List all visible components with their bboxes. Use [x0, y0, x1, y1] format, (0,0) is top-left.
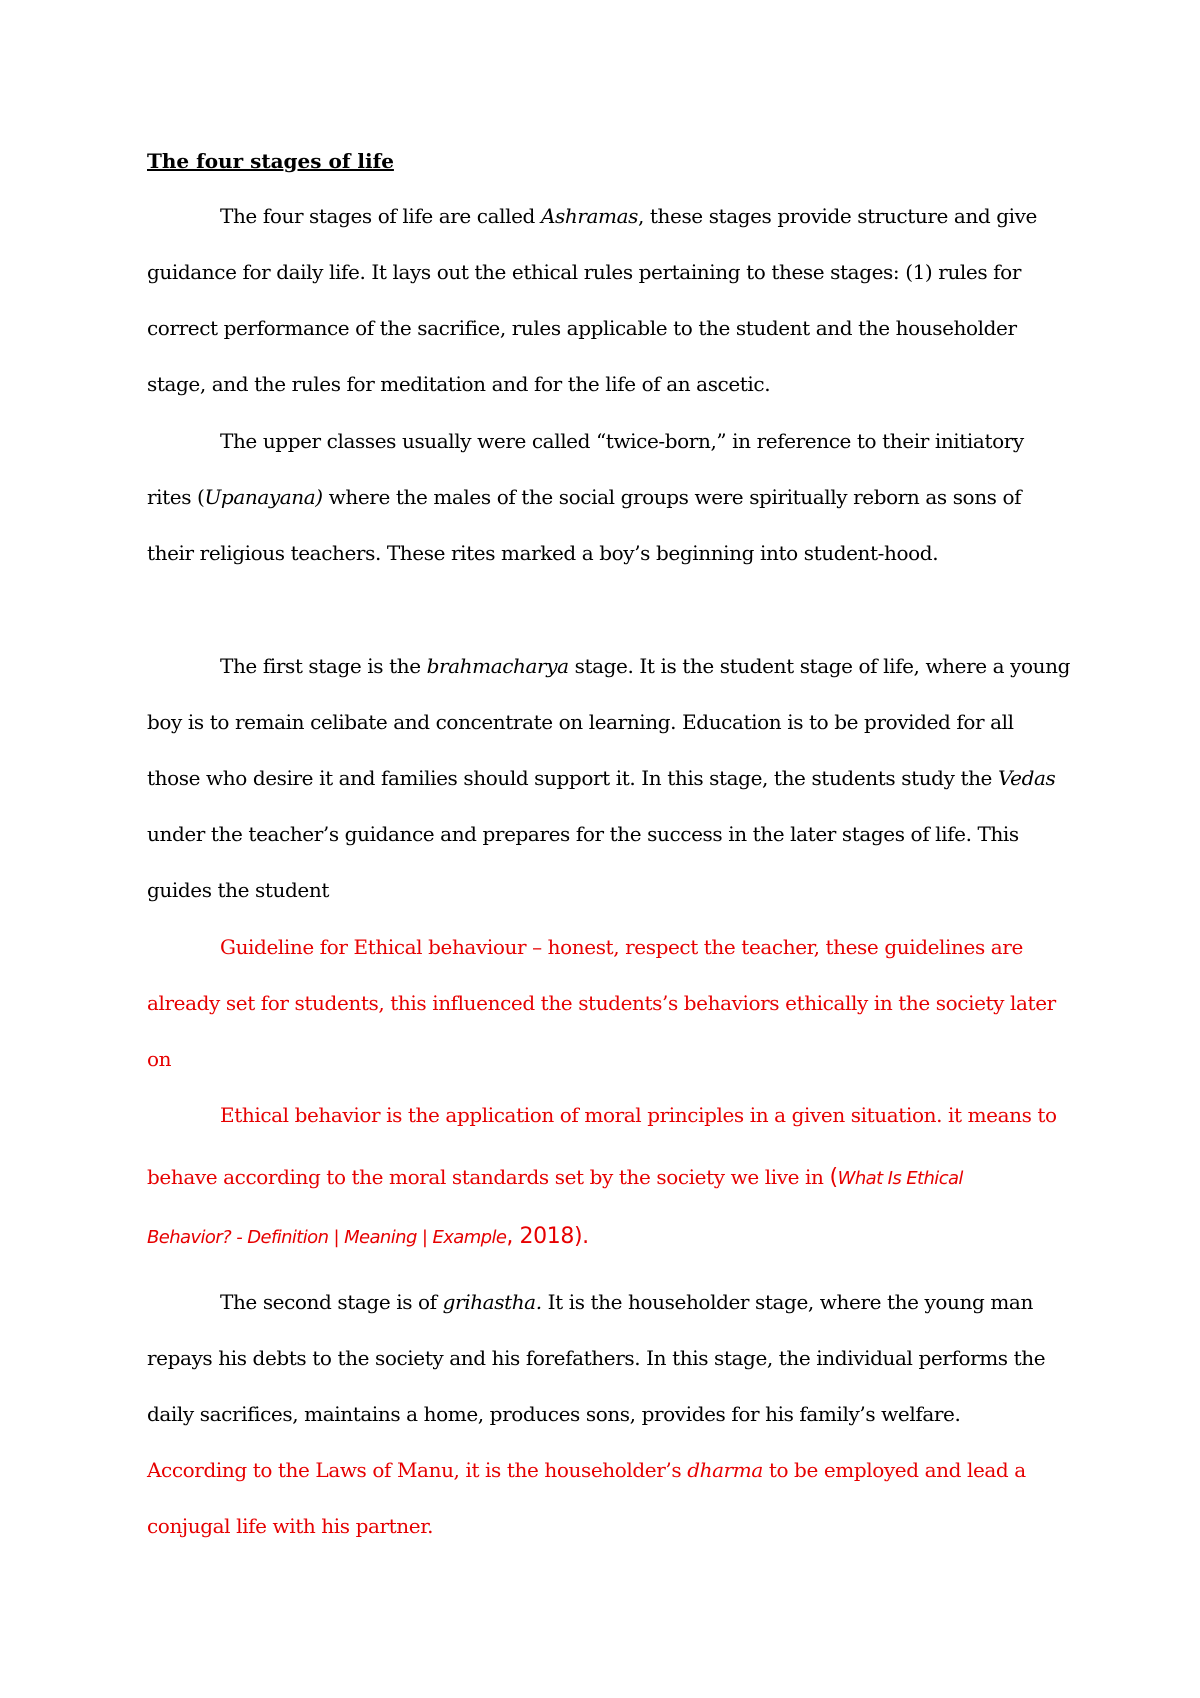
citation-title: What Is Ethical	[837, 1168, 963, 1189]
text-line: guides the student	[147, 878, 329, 902]
text-run: to be employed and lead a	[762, 1458, 1026, 1482]
citation-title: Behavior? - Definition | Meaning | Example	[147, 1227, 507, 1248]
paragraph-second-stage	[147, 1274, 1077, 1554]
text-line	[147, 469, 1077, 525]
text-line: daily sacrifices, maintains a home, produces sons, provides for his family’s welfare.	[147, 1402, 961, 1426]
text-line	[147, 1143, 1077, 1205]
text-line: boy is to remain celibate and concentrate on learning. Education is to be provided for all	[147, 710, 1014, 734]
italic-term: Ashramas	[540, 204, 638, 228]
text-line: Guideline for Ethical behaviour – honest, respect the teacher, these guidelines are	[220, 935, 1023, 959]
text-run: It is the householder stage, where the young man	[541, 1290, 1033, 1314]
text-line	[147, 638, 1077, 694]
italic-term: brahmacharya	[426, 654, 569, 678]
text-line: stage, and the rules for meditation and for the life of an ascetic.	[147, 372, 771, 396]
italic-term: Upanayana)	[204, 485, 323, 509]
text-run: The first stage is the	[220, 654, 427, 678]
section-heading: The four stages of life	[147, 149, 394, 173]
text-line	[147, 1442, 1077, 1498]
text-line: guidance for daily life. It lays out the ethical rules pertaining to these stages: (1) rules for	[147, 260, 1021, 284]
italic-term: grihastha.	[442, 1290, 542, 1314]
text-line: their religious teachers. These rites marked a boy’s beginning into student-hood.	[147, 541, 939, 565]
paragraph-twice-born	[147, 413, 1077, 581]
paragraph-ashramas	[147, 188, 1077, 412]
paragraph-ethical-definition	[147, 1087, 1077, 1267]
text-line: on	[147, 1047, 172, 1071]
text-line: Ethical behavior is the application of moral principles in a given situation. it means to	[220, 1103, 1057, 1127]
text-line	[147, 1205, 1077, 1267]
text-run: rites (	[147, 485, 205, 509]
italic-term: Vedas	[997, 766, 1056, 790]
text-run: The four stages of life are called	[220, 204, 541, 228]
text-run: The second stage is of	[220, 1290, 443, 1314]
text-line: repays his debts to the society and his forefathers. In this stage, the individual performs the	[147, 1346, 1046, 1370]
text-line	[147, 750, 1077, 806]
text-line: already set for students, this influenced the students’s behaviors ethically in the society later	[147, 991, 1056, 1015]
text-line: conjugal life with his partner.	[147, 1514, 434, 1538]
text-run: According to the Laws of Manu, it is the householder’s	[147, 1458, 688, 1482]
italic-term: dharma	[687, 1458, 763, 1482]
text-line: The upper classes usually were called “twice-born,” in reference to their initiatory	[220, 429, 1024, 453]
citation-year: , 2018).	[506, 1224, 589, 1249]
paragraph-first-stage	[147, 638, 1077, 918]
text-run: those who desire it and families should support it. In this stage, the students study the	[147, 766, 998, 790]
text-run: , these stages provide structure and give	[637, 204, 1037, 228]
text-run: behave according to the moral standards set by the society we live in	[147, 1165, 830, 1189]
text-run: where the males of the social groups were spiritually reborn as sons of	[322, 485, 1022, 509]
text-line: under the teacher’s guidance and prepares for the success in the later stages of life. This	[147, 822, 1019, 846]
text-line: correct performance of the sacrifice, rules applicable to the student and the householder	[147, 316, 1017, 340]
text-line	[147, 188, 1077, 244]
citation-paren: (	[829, 1165, 838, 1190]
text-run: stage. It is the student stage of life, where a young	[568, 654, 1071, 678]
paragraph-ethical-guideline	[147, 919, 1077, 1087]
text-line	[147, 1274, 1077, 1330]
